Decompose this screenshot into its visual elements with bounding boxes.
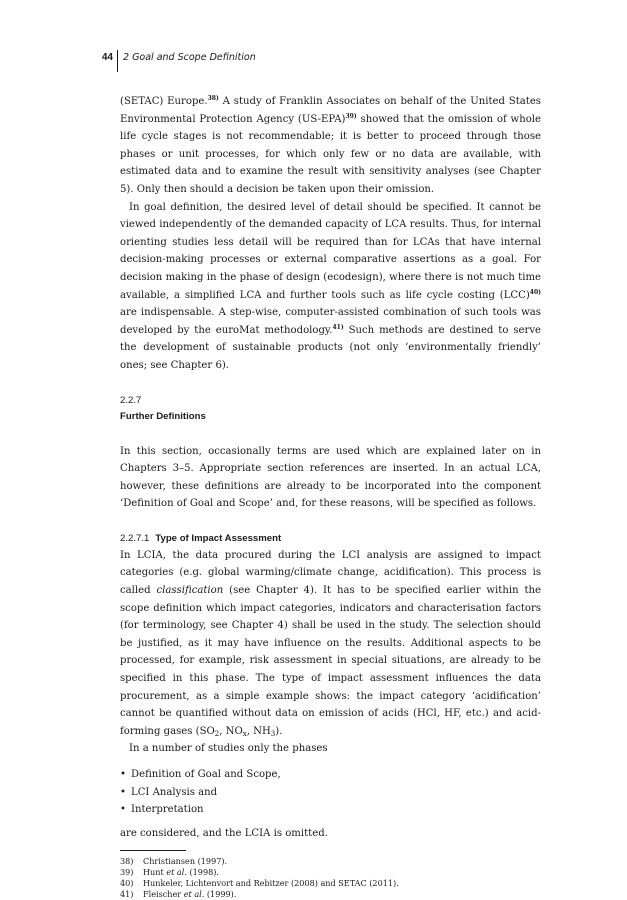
emphasis: et al.	[166, 867, 187, 878]
emphasis: et al.	[183, 889, 205, 900]
footnote-number: 41)	[120, 889, 134, 900]
list-item: • LCI Analysis and	[120, 784, 541, 802]
section-number: 2.2.7	[120, 394, 142, 406]
paragraph: In goal definition, the desired level of detail should be specified. It cannot be viewed independently of the demanded capacity of LCA results. Thus, for internal orienting studies less detail will be required than for LCAs that have internal decision-making processes or external comparative assertions as a goal. For decision making in the phase of design (ecodesign), where there is not much time available, a simplified LCA and further tools such as life cycle costing (LCC)$^{40)}$ are indispensable. A step-wise, computer-assisted combination of such tools was developed by the euroMat methodology.$^{41)}$ Such methods are destined to serve the development of sustainable products (not only ‘environmentally friendly’ ones; see Chapter 6).	[120, 201, 541, 371]
list-item: • Definition of Goal and Scope,	[120, 766, 541, 784]
section-heading	[120, 393, 541, 426]
subscript: 2	[214, 729, 220, 738]
footnote-ref: 41)	[332, 323, 344, 331]
header-divider	[117, 50, 118, 72]
paragraph: are considered, and the LCIA is omitted.	[120, 827, 328, 839]
paragraph: In a number of studies only the phases	[129, 743, 328, 755]
paragraph: In this section, occasionally terms are used which are explained later on in Chapters 3–5. Appropriate section references are inserted. In an actual LCA, however, these definitions are already to be incorporated into the component ‘Definition of Goal and Scope’ and, for these reasons, will be specified as follows.	[120, 445, 541, 510]
phase-list	[120, 766, 541, 819]
footnote-text: Christiansen (1997).	[143, 856, 228, 867]
paragraph: (SETAC) Europe.$^{38)}$ A study of Franklin Associates on behalf of the United States Environmental Protection Agency $(US-EPA)^{39)}$ showed that the omission of whole life cycle stages is not recommendable; it is better to proceed through those phases or unit processes, for which only few or no data are available, with estimated data and to examine the result with sensitivity analyses (see Chapter 5). Only then should a decision be taken upon their omission.	[120, 95, 541, 195]
footnote-number: 40)	[120, 878, 134, 889]
page-number: 44	[101, 52, 113, 63]
footnote	[120, 867, 541, 878]
paragraph: In LCIA, the data procured during the LCI analysis are assigned to impact categories (e.g. global warming/climate change, acidification). This process is called classification (see Chapter 4). It has to be specified earlier within the scope definition which impact categories, indicators and characterisation factors (for terminology, see Chapter 4) shall be used in the study. The selection should be justified, as it may have influence on the results. Additional aspects to be processed, for example, risk assessment in special situations, are already to be specified in this phase. The type of impact assessment influences the data procurement, as a simple example shows: the impact category ‘acidification’ cannot be quantified without data on emission of acids (HCl, HF, etc.) and acid-forming gases ($SO_2$, $NO_x$, $NH_3$).	[120, 549, 541, 738]
subscript: x	[242, 729, 247, 738]
footnote-ref: 40)	[529, 288, 541, 296]
footnote-divider	[120, 850, 186, 851]
footnote-number: 38)	[120, 856, 134, 867]
footnote-text: Hunkeler, Lichtenvort and Rebitzer (2008) and SETAC (2011).	[143, 878, 399, 889]
footnote	[120, 856, 541, 867]
footnote-text: Fleischer et al. (1999).	[143, 889, 237, 900]
subsection-heading	[120, 530, 541, 547]
footnote	[120, 889, 541, 900]
emphasis: classification	[156, 585, 224, 597]
subsection-title: Type of Impact Assessment	[155, 532, 282, 544]
list-item: • Interpretation	[120, 801, 541, 819]
footnote-number: 39)	[120, 867, 134, 878]
subscript: 3	[270, 729, 276, 738]
footnote-ref: 39)	[345, 112, 357, 120]
section-title: Further Definitions	[120, 411, 206, 422]
subsection-number: 2.2.7.1	[120, 532, 150, 544]
chapter-title: 2 Goal and Scope Definition	[123, 52, 256, 63]
footnote	[120, 878, 541, 889]
page-body	[120, 93, 541, 900]
footnote-text: Hunt et al. (1998).	[143, 867, 219, 878]
footnote-ref: 38)	[207, 95, 219, 102]
footnotes	[120, 856, 541, 900]
